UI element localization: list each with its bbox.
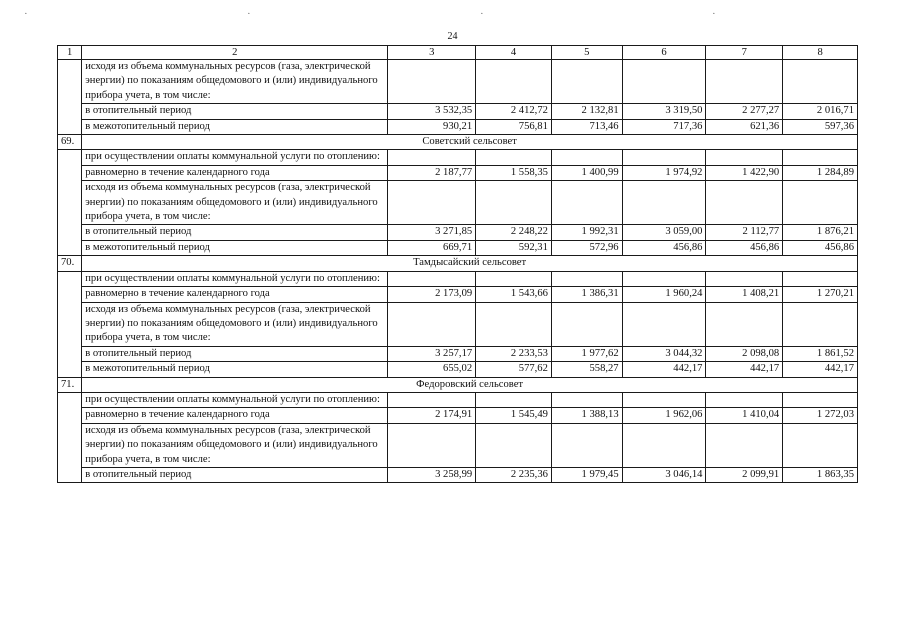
header-cell: 4 [476,46,552,60]
value-cell: 621,36 [706,119,783,134]
row-label-evenly: равномерно в течение календарного года [82,408,388,423]
table-row [58,287,858,302]
table-row [58,150,858,165]
table-row [58,165,858,180]
header-cell: 2 [82,46,388,60]
table-row [58,181,858,225]
value-cell: 456,86 [706,240,783,255]
scan-mark: · [24,8,28,20]
value-cell: 3 532,35 [388,104,476,119]
row-number-cell [58,271,82,377]
value-cell: 2 098,08 [706,346,783,361]
header-row [58,46,858,60]
value-cell: 2 248,22 [476,225,552,240]
value-cell: 1 422,90 [706,165,783,180]
value-cell: 1 861,52 [783,346,858,361]
value-cell: 1 992,31 [551,225,622,240]
row-label-heating: в отопительный период [82,346,388,361]
value-cell: 558,27 [551,362,622,377]
row-label-payment: при осуществлении оплаты коммунальной услуги по отоплению: [82,392,388,407]
table-row [58,119,858,134]
row-label-metered: исходя из объема коммунальных ресурсов (газа, электрической энергии) по показаниям общедомового и (или) индивидуального прибора учета, в том числе: [82,181,388,225]
table-row [58,362,858,377]
value-cell: 1 284,89 [783,165,858,180]
value-cell: 1 558,35 [476,165,552,180]
section-number: 70. [58,256,82,271]
value-cell: 2 233,53 [476,346,552,361]
row-label-heating: в отопительный период [82,104,388,119]
row-label-metered: исходя из объема коммунальных ресурсов (газа, электрической энергии) по показаниям общедомового и (или) индивидуального прибора учета, в том числе: [82,423,388,467]
table-row [58,271,858,286]
value-cell: 713,46 [551,119,622,134]
value-cell: 2 174,91 [388,408,476,423]
value-cell: 1 388,13 [551,408,622,423]
header-cell: 6 [622,46,706,60]
row-label-non-heating: в межотопительный период [82,240,388,255]
value-cell: 442,17 [783,362,858,377]
value-cell: 2 412,72 [476,104,552,119]
value-cell: 1 974,92 [622,165,706,180]
value-cell: 1 543,66 [476,287,552,302]
value-cell: 456,86 [783,240,858,255]
row-label-evenly: равномерно в течение календарного года [82,287,388,302]
table-row [58,392,858,407]
header-cell: 5 [551,46,622,60]
table-row [58,60,858,104]
section-header-row [58,377,858,392]
section-header-row [58,256,858,271]
section-title: Советский сельсовет [82,135,858,150]
row-label-heating: в отопительный период [82,467,388,482]
value-cell: 655,02 [388,362,476,377]
scan-mark: · [480,8,484,20]
scan-mark: · [247,8,251,20]
value-cell: 930,21 [388,119,476,134]
value-cell: 1 876,21 [783,225,858,240]
row-number-cell [58,150,82,256]
table-row [58,408,858,423]
value-cell: 1 960,24 [622,287,706,302]
section-header-row [58,135,858,150]
value-cell: 597,36 [783,119,858,134]
table-row [58,240,858,255]
value-cell: 1 979,45 [551,467,622,482]
scan-marks [0,8,905,22]
value-cell: 669,71 [388,240,476,255]
row-label-metered: исходя из объема коммунальных ресурсов (газа, электрической энергии) по показаниям общедомового и (или) индивидуального прибора учета, в том числе: [82,302,388,346]
value-cell: 3 319,50 [622,104,706,119]
value-cell: 442,17 [622,362,706,377]
row-label-heating: в отопительный период [82,225,388,240]
row-label-evenly: равномерно в течение календарного года [82,165,388,180]
row-label-payment: при осуществлении оплаты коммунальной услуги по отоплению: [82,150,388,165]
row-number-cell [58,60,82,135]
table-row [58,467,858,482]
value-cell: 2 099,91 [706,467,783,482]
table-row [58,225,858,240]
section-title: Тамдысайский сельсовет [82,256,858,271]
header-cell: 1 [58,46,82,60]
value-cell: 1 545,49 [476,408,552,423]
value-cell: 456,86 [622,240,706,255]
value-cell: 1 272,03 [783,408,858,423]
row-label-metered: исходя из объема коммунальных ресурсов (газа, электрической энергии) по показаниям общедомового и (или) индивидуального прибора учета, в том числе: [82,60,388,104]
value-cell: 1 400,99 [551,165,622,180]
value-cell: 1 962,06 [622,408,706,423]
value-cell: 2 235,36 [476,467,552,482]
section-title: Федоровский сельсовет [82,377,858,392]
value-cell: 592,31 [476,240,552,255]
value-cell: 2 112,77 [706,225,783,240]
value-cell: 3 257,17 [388,346,476,361]
table-row [58,423,858,467]
value-cell: 1 386,31 [551,287,622,302]
row-number-cell [58,392,82,482]
value-cell: 756,81 [476,119,552,134]
header-cell: 8 [783,46,858,60]
value-cell: 3 046,14 [622,467,706,482]
value-cell: 1 408,21 [706,287,783,302]
table-row [58,302,858,346]
value-cell: 577,62 [476,362,552,377]
row-label-non-heating: в межотопительный период [82,362,388,377]
row-label-payment: при осуществлении оплаты коммунальной услуги по отоплению: [82,271,388,286]
value-cell: 2 016,71 [783,104,858,119]
header-cell: 3 [388,46,476,60]
value-cell: 2 187,77 [388,165,476,180]
page-number: 24 [447,31,458,42]
value-cell: 2 132,81 [551,104,622,119]
value-cell: 3 059,00 [622,225,706,240]
section-number: 69. [58,135,82,150]
value-cell: 572,96 [551,240,622,255]
tariff-table [57,45,858,483]
table-row [58,104,858,119]
row-label-non-heating: в межотопительный период [82,119,388,134]
value-cell: 1 410,04 [706,408,783,423]
value-cell: 442,17 [706,362,783,377]
value-cell: 1 270,21 [783,287,858,302]
header-cell: 7 [706,46,783,60]
scan-mark: · [712,8,716,20]
table-row [58,346,858,361]
value-cell: 3 271,85 [388,225,476,240]
section-number: 71. [58,377,82,392]
value-cell: 2 277,27 [706,104,783,119]
value-cell: 1 977,62 [551,346,622,361]
value-cell: 1 863,35 [783,467,858,482]
value-cell: 3 044,32 [622,346,706,361]
value-cell: 2 173,09 [388,287,476,302]
value-cell: 717,36 [622,119,706,134]
value-cell: 3 258,99 [388,467,476,482]
